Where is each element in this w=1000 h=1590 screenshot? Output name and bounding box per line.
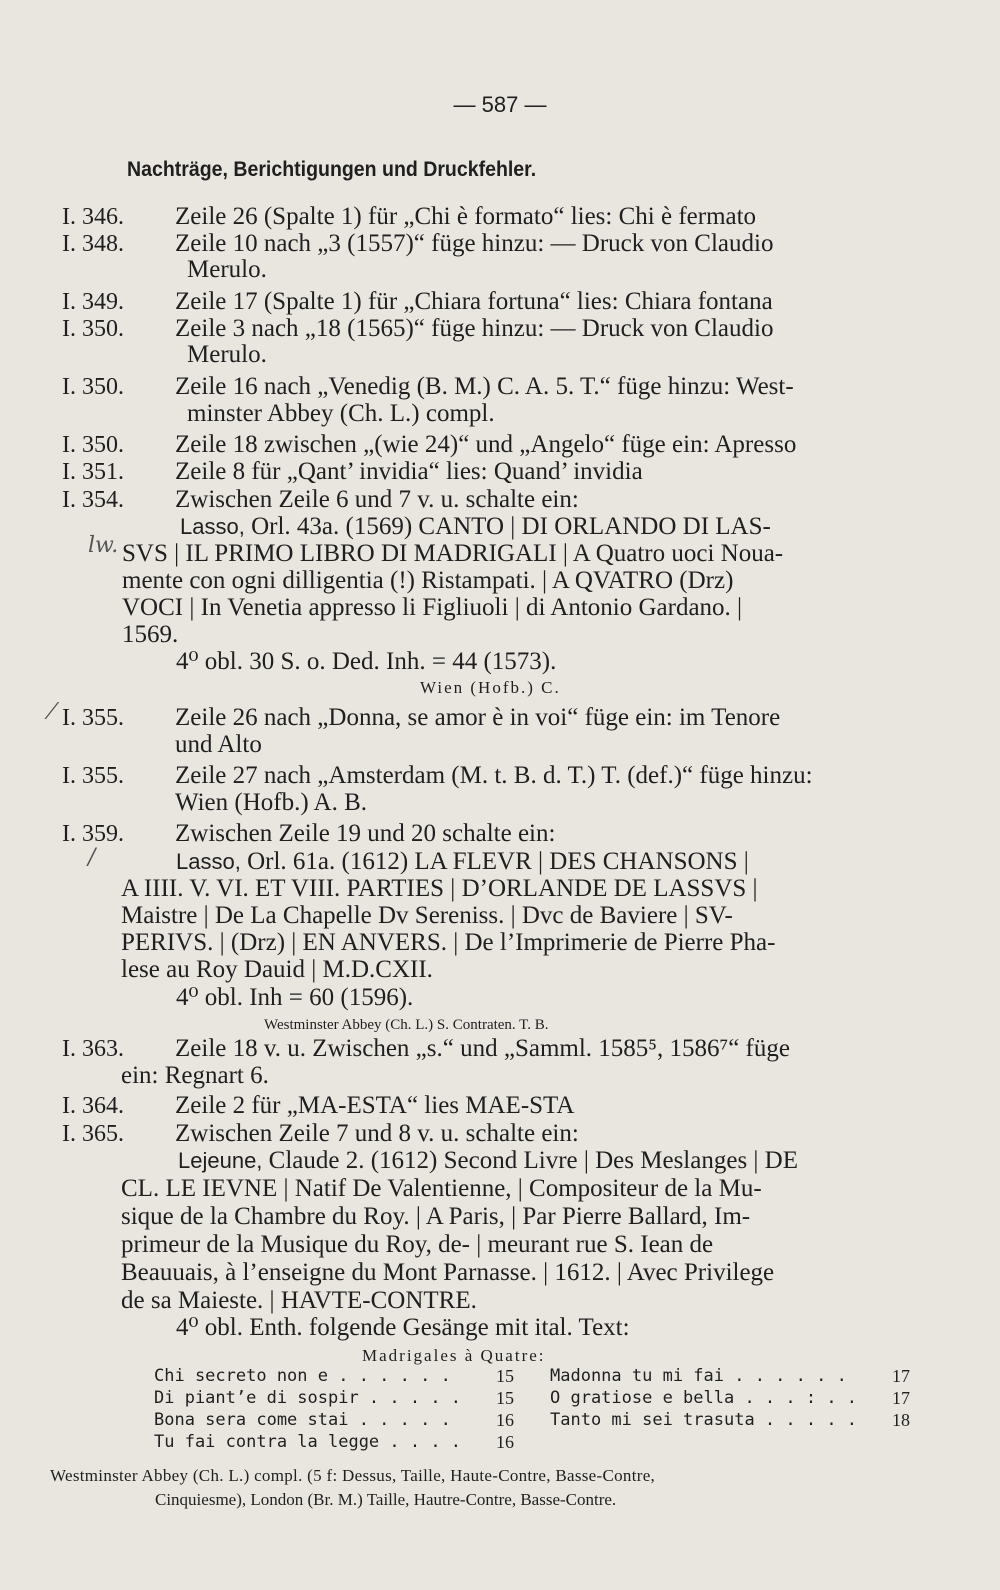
entry-text: mente con ogni dilligentia (!) Ristampati. | A QVATRO (Drz): [122, 567, 734, 594]
section-heading: Nachträge, Berichtigungen und Druckfehler.: [127, 158, 537, 181]
entry-ref: I. 349.: [62, 289, 124, 315]
entry-ref: I. 365.: [62, 1121, 124, 1147]
entry-ref: I. 355.: [62, 705, 124, 731]
composer-name: Lasso,: [176, 849, 241, 874]
entry-text: Zeile 8 für „Qant’ invidia“ lies: Quand’ invidia: [175, 458, 643, 485]
song-row: Tanto mi sei trasuta . . . . . 18: [550, 1410, 910, 1430]
composer-name: Lasso,: [180, 514, 245, 539]
entry-text: minster Abbey (Ch. L.) compl.: [187, 400, 495, 427]
entry-text: Maistre | De La Chapelle Dv Sereniss. | Dvc de Baviere | SV-: [121, 902, 733, 929]
location-line: Wien (Hofb.) C.: [420, 678, 561, 697]
handwritten-margin-mark: ⁄: [50, 700, 54, 725]
entry-ref: I. 348.: [62, 231, 124, 257]
entry-ref: I. 350.: [62, 432, 124, 458]
entry-text: Zwischen Zeile 19 und 20 schalte ein:: [175, 820, 556, 847]
entry-ref: I. 350.: [62, 316, 124, 342]
entry-text: lese au Roy Dauid | M.D.CXII.: [121, 956, 433, 983]
song-row: O gratiose e bella . . . : . . 17: [550, 1388, 910, 1408]
entry-text: und Alto: [175, 731, 262, 758]
entry-ref: I. 355.: [62, 763, 124, 789]
entry-text: Orl. 61a. (1612) LA FLEVR | DES CHANSONS |: [247, 848, 749, 875]
entry-text: Zeile 27 nach „Amsterdam (M. t. B. d. T.) T. (def.)“ füge hinzu:: [175, 762, 813, 789]
entry-text: primeur de la Musique du Roy, de- | meurant rue S. Iean de: [121, 1231, 714, 1258]
entry-text: Zeile 18 zwischen „(wie 24)“ und „Angelo“ füge ein: Apresso: [175, 431, 797, 458]
handwritten-margin-mark: lw.: [88, 533, 119, 558]
entry-ref: I. 363.: [62, 1036, 124, 1062]
entry-text: Zeile 16 nach „Venedig (B. M.) C. A. 5. T.“ füge hinzu: West-: [175, 373, 794, 400]
entry-text: PERIVS. | (Drz) | EN ANVERS. | De l’Imprimerie de Pierre Pha-: [121, 929, 776, 956]
entry-ref: I. 346.: [62, 204, 124, 230]
lasso2-block: [176, 848, 749, 876]
entry-text: Zeile 3 nach „18 (1565)“ füge hinzu: — Druck von Claudio: [175, 315, 774, 342]
song-row: Chi secreto non e . . . . . . 15: [154, 1366, 514, 1386]
song-row: Tu fai contra la legge . . . . 16: [154, 1432, 514, 1452]
entry-text: sique de la Chambre du Roy. | A Paris, | Par Pierre Ballard, Im-: [121, 1203, 751, 1230]
footer-line: Cinquiesme), London (Br. M.) Taille, Hautre-Contre, Basse-Contre.: [155, 1490, 617, 1509]
song-row: Di piant’e di sospir . . . . . 15: [154, 1388, 514, 1408]
entry-ref: I. 350.: [62, 374, 124, 400]
page-number: — 587 —: [453, 92, 547, 117]
entry-text: de sa Maieste. | HAVTE-CONTRE.: [121, 1287, 477, 1314]
subheading: Madrigales à Quatre:: [362, 1346, 546, 1365]
entry-text: Beauuais, à l’enseigne du Mont Parnasse. | 1612. | Avec Privilege: [121, 1259, 775, 1286]
entry-text: Claude 2. (1612) Second Livre | Des Meslanges | DE: [268, 1147, 799, 1174]
composer-name: Lejeune,: [178, 1148, 263, 1173]
lasso1-block: [180, 513, 771, 541]
entry-text: Zwischen Zeile 6 und 7 v. u. schalte ein:: [175, 486, 579, 513]
entry-text: CL. LE IEVNE | Natif De Valentienne, | Compositeur de la Mu-: [121, 1175, 762, 1202]
entry-text: Zeile 26 nach „Donna, se amor è in voi“ füge ein: im Tenore: [175, 704, 781, 731]
entry-text: Orl. 43a. (1569) CANTO | DI ORLANDO DI LAS-: [251, 513, 771, 540]
entry-text: Zeile 17 (Spalte 1) für „Chiara fortuna“ lies: Chiara fontana: [175, 288, 773, 315]
entry-text: Zeile 26 (Spalte 1) für „Chi è formato“ lies: Chi è fermato: [175, 203, 757, 230]
song-column-right: [550, 1366, 910, 1432]
format-line: 4⁰ obl. Inh = 60 (1596).: [176, 984, 414, 1011]
entry-text: Merulo.: [187, 256, 267, 283]
entry-text: Wien (Hofb.) A. B.: [175, 789, 368, 816]
song-row: Madonna tu mi fai . . . . . . 17: [550, 1366, 910, 1386]
location-line: Westminster Abbey (Ch. L.) S. Contraten. T. B.: [264, 1017, 549, 1033]
entry-text: 1569.: [122, 621, 179, 648]
footer-line: Westminster Abbey (Ch. L.) compl. (5 f: Dessus, Taille, Haute-Contre, Basse-Contre,: [50, 1466, 656, 1485]
format-line: 4⁰ obl. Enth. folgende Gesänge mit ital. Text:: [176, 1314, 630, 1341]
format-line: 4⁰ obl. 30 S. o. Ded. Inh. = 44 (1573).: [176, 648, 557, 675]
entry-ref: I. 364.: [62, 1093, 124, 1119]
song-column-left: [154, 1366, 514, 1454]
entry-ref: I. 354.: [62, 487, 124, 513]
entry-ref: I. 351.: [62, 459, 124, 485]
entry-text: A IIII. V. VI. ET VIII. PARTIES | D’ORLANDE DE LASSVS |: [121, 875, 758, 902]
entry-text: Zeile 2 für „MA-ESTA“ lies MAE-STA: [175, 1092, 575, 1119]
song-row: Bona sera come stai . . . . . 16: [154, 1410, 514, 1430]
entry-ref: I. 359.: [62, 821, 124, 847]
entry-text: Zeile 10 nach „3 (1557)“ füge hinzu: — Druck von Claudio: [175, 230, 774, 257]
handwritten-margin-mark: /: [88, 845, 96, 870]
entry-text: ein: Regnart 6.: [121, 1062, 269, 1089]
entry-text: Zwischen Zeile 7 und 8 v. u. schalte ein:: [175, 1120, 579, 1147]
lejeune-block: [178, 1147, 798, 1175]
entry-text: VOCI | In Venetia appresso li Figliuoli | di Antonio Gardano. |: [122, 594, 743, 621]
entry-text: Zeile 18 v. u. Zwischen „s.“ und „Samml. 1585⁵, 1586⁷“ füge: [175, 1035, 790, 1062]
entry-text: Merulo.: [187, 341, 267, 368]
entry-text: SVS | IL PRIMO LIBRO DI MADRIGALI | A Quatro uoci Noua-: [122, 540, 784, 567]
